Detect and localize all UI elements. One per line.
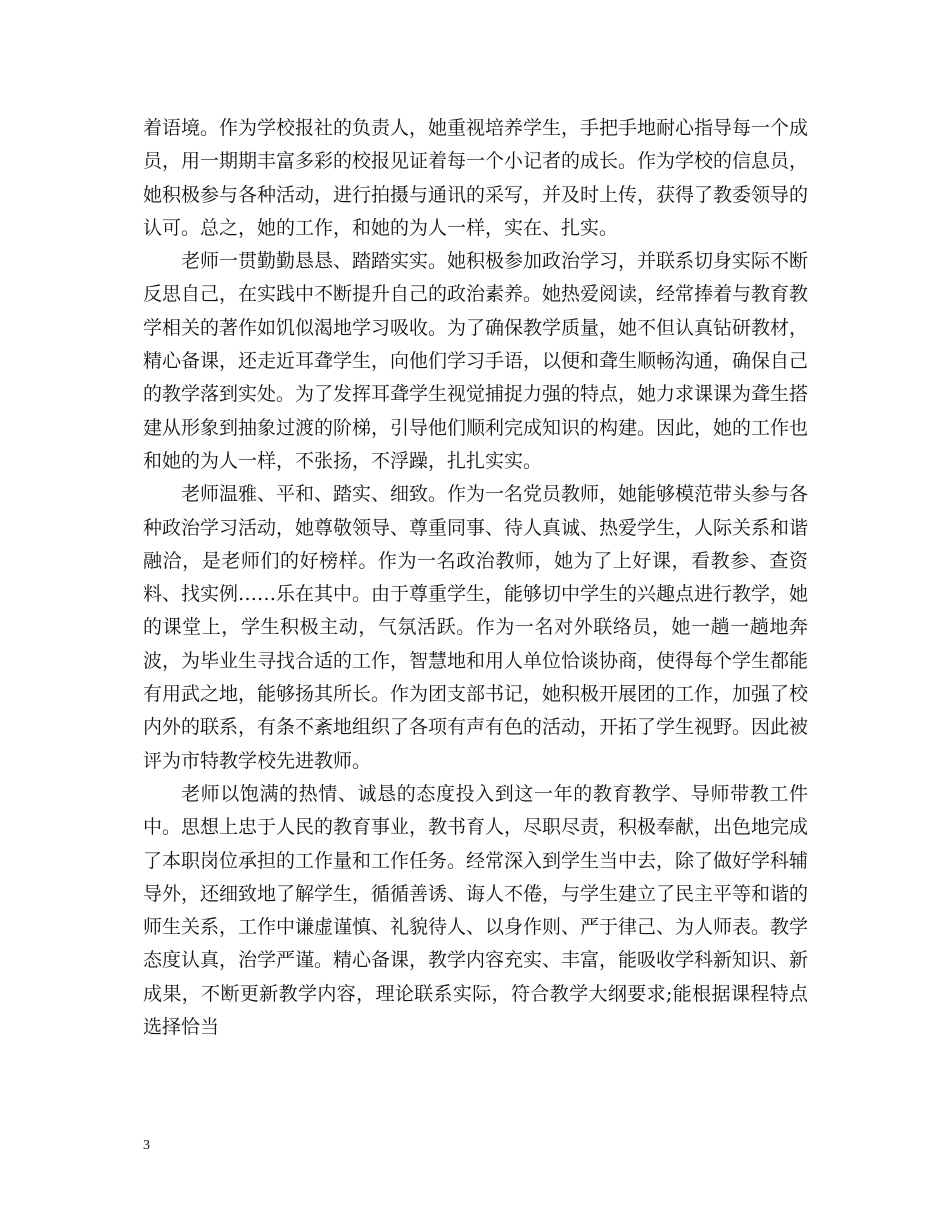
- page-number: 3: [143, 1138, 150, 1153]
- body-text: [143, 112, 808, 1044]
- paragraph: 老师以饱满的热情、诚恳的态度投入到这一年的教育教学、导师带教工件中。思想上忠于人民的教育事业，教书育人，尽职尽责，积极奉献，出色地完成了本职岗位承担的工作量和工作任务。经常深入到学生当中去，除了做好学科辅导外，还细致地了解学生，循循善诱、诲人不倦，与学生建立了民主平等和谐的师生关系，工作中谦虚谨慎、礼貌待人、以身作则、严于律己、为人师表。教学态度认真，治学严谨。精心备课，教学内容充实、丰富，能吸收学科新知识、新成果，不断更新教学内容，理论联系实际，符合教学大纲要求;能根据课程特点选择恰当: [143, 782, 809, 1039]
- paragraph: 老师温雅、平和、踏实、细致。作为一名党员教师，她能够模范带头参与各种政治学习活动，她尊敬领导、尊重同事、待人真诚、热爱学生，人际关系和谐融洽，是老师们的好榜样。作为一名政治教师，她为了上好课，看教参、查资料、找实例……乐在其中。由于尊重学生，能够切中学生的兴趣点进行教学，她的课堂上，学生积极主动，气氛活跃。作为一名对外联络员，她一趟一趟地奔波，为毕业生寻找合适的工作，智慧地和用人单位恰谈协商，使得每个学生都能有用武之地，能够扬其所长。作为团支部书记，她积极开展团的工作，加强了校内外的联系，有条不紊地组织了各项有声有色的活动，开拓了学生视野。因此被评为市特教学校先进教师。: [143, 483, 809, 772]
- paragraph: 老师一贯勤勤恳恳、踏踏实实。她积极参加政治学习，并联系切身实际不断反思自己，在实践中不断提升自己的政治素养。她热爱阅读，经常捧着与教育教学相关的著作如饥似渴地学习吸收。为了确保教学质量，她不但认真钻研教材，精心备课，还走近耳聋学生，向他们学习手语，以便和聋生顺畅沟通，确保自己的教学落到实处。为了发挥耳聋学生视觉捕捉力强的特点，她力求课课为聋生搭建从形象到抽象过渡的阶梯，引导他们顺利完成知识的构建。因此，她的工作也和她的为人一样，不张扬，不浮躁，扎扎实实。: [143, 250, 809, 472]
- paragraph-continued: 着语境。作为学校报社的负责人，她重视培养学生，手把手地耐心指导每一个成员，用一期期丰富多彩的校报见证着每一个小记者的成长。作为学校的信息员，她积极参与各种活动，进行拍摄与通讯的采写，并及时上传，获得了教委领导的认可。总之，她的工作，和她的为人一样，实在、扎实。: [143, 117, 809, 239]
